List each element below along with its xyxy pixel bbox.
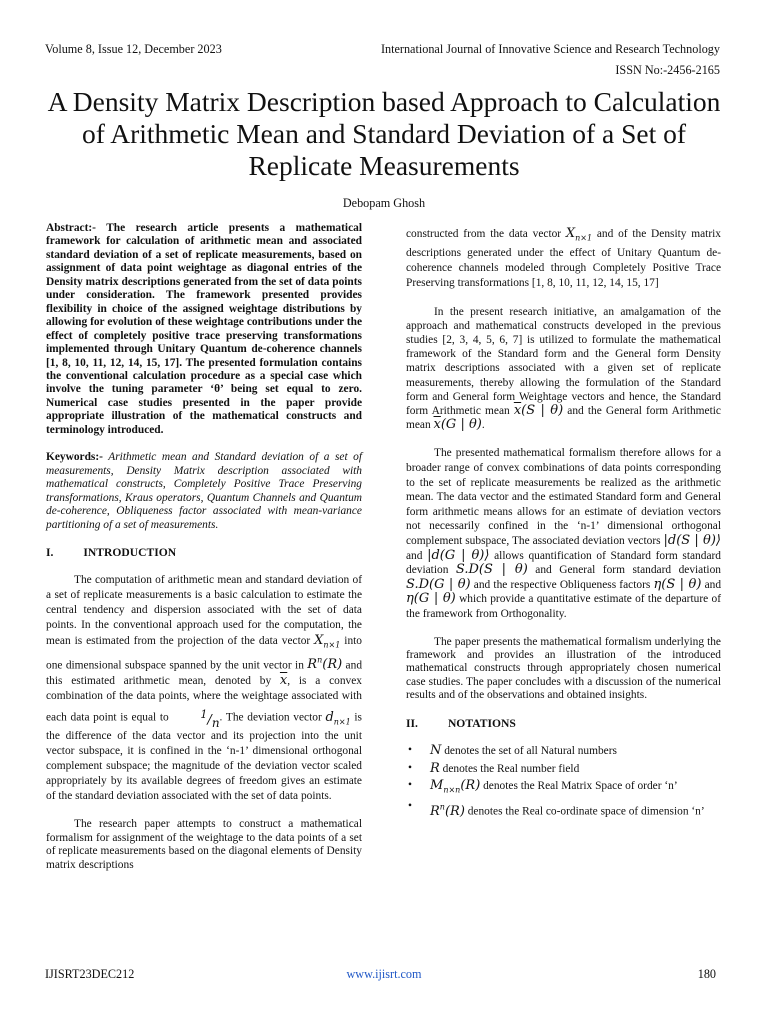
data-vector-symbol: $X_{n\times 1}$ [314,633,341,651]
one-over-n-fraction: $^1/_n$ [200,708,220,731]
right-paragraph-2: The presented mathematical formalism therefore allows for a broader range of convex combinations of data points corresponding to the set of replicate measurements be realized as the arithmetic mean. The data vector and the estimated Standard form and General form arithmetic means allows for an estimate of deviation vectors not necessarily confined in the ‘n-1’ dimensional orthogonal complement subspace, The associated deviation vectors |d(S | θ)⟩ and |d(G | θ)⟩ allows quantification of Standard form standard deviation S.D(S | θ) and General form standard deviation S.D(G | θ) and the respective Obliqueness factors η(S | θ) and η(G | θ) which provide a quantitative estimate of the departure of the framework from Orthogonality. [406,447,722,620]
xbar-symbol: $\overline{x}$ [279,673,288,689]
standard-form-mean-symbol: $\overline{x}(S$ | θ) [513,403,564,419]
general-sd-symbol: S.D(G | θ) [406,576,471,592]
paper-title: A Density Matrix Description based Approach to Calculation of Arithmetic Mean and Standard Deviation of a Set of Replicate Measurements [47,86,721,181]
page-number: 180 [697,967,716,981]
issn: ISSN No:-2456-2165 [615,63,720,77]
general-form-mean-symbol: $\overline{x}(G$ | θ) [433,417,482,433]
standard-deviation-vector-symbol: |d(S | θ)⟩ [663,532,721,548]
eta-g-symbol: η(G | θ) [406,591,456,607]
rn-symbol: $R^n(R)$ [307,656,343,673]
standard-sd-symbol: S.D(S | θ) [455,562,528,578]
abstract-text: The research article presents a mathematical framework for calculation of arithmetic mean and associated standard deviation of a set of replicate measurements, based on assignment of data point weightage as diagonal entries of the Density matrix descriptions generated from the set of data points under consideration. The framework presented provides flexibility in choice of the assigned weightage distributions by allowing for evolution of these weightage contributions under the effect of completely positive trace preserving transformations implemented through Unitary Quantum de-coherence channels [1, 8, 10, 11, 12, 14, 15, 17]. The presented formulation contains the conventional calculation procedure as a special case which involve the tuning parameter ‘θ’ being set equal to zero. Numerical case studies presented in the paper provide appropriate illustration of the mathematical constructs and terminology introduced. [46,222,362,436]
list-item: • $M_{n\times n}(R)$ denotes the Real Matrix Space of order ‘n’ [408,778,678,795]
right-paragraph-0: constructed from the data vector $X_{n\times 1}$ and of the Density matrix descriptions generated under the effect of Unitary Quantum de-coherence channels modeled through Completely Positive Trace Preserving transformations [1, 8, 10, 11, 12, 14, 15, 17] [406,226,721,289]
list-item: • $R^n(R)$ denotes the Real co-ordinate space of dimension ‘n’ [408,800,705,819]
website-link[interactable]: www.ijisrt.com [346,967,422,981]
journal-name: International Journal of Innovative Science and Research Technology [380,42,720,56]
right-column [406,226,721,822]
keywords-text: Arithmetic mean and Standard deviation of a set of measurements, Density Matrix description associated with mathematical constructs, Completely Positive Trace Preserving transformations, Kraus operators, Quantum Channels and Quantum de-coherence, Obliqueness factor associated with mean-variance partitioning of a set of measurements. [46,451,362,531]
keywords [46,451,362,532]
keywords-label: Keywords:- [46,451,103,464]
section-heading-notations: II. NOTATIONS [406,716,516,730]
abstract-label: Abstract:- [46,222,96,234]
abstract [46,222,362,437]
section-heading-introduction: I. INTRODUCTION [46,545,177,559]
intro-paragraph-2: The research paper attempts to construct a mathematical formalism for assignment of the weightage to the data points of a set of replicate measurements based on the diagonal elements of Density matrix descriptions [46,818,362,871]
right-paragraph-3: The paper presents the mathematical formalism underlying the framework and provides an illustration of the introduced mathematical constructs through appropriately chosen numerical case studies. The paper concludes with a discussion of the numerical results and of the observations and obtained insights. [406,635,721,702]
article-id: IJISRT23DEC212 [45,967,135,981]
author-name: Debopam Ghosh [342,196,426,210]
general-deviation-vector-symbol: |d(G | θ)⟩ [427,547,490,563]
intro-paragraph-1: The computation of arithmetic mean and standard deviation of a set of replicate measurements is a basic calculation to estimate the central tendency and dispersion associated with the set of data points. In the conventional approach used for the computation, the mean is estimated from the projection of the data vector $X_{n\times 1}$ into one dimensional subspace spanned by the unit vector in $R^n(R)$ and this estimated arithmetic mean, denoted by $\overline{x}$, is a convex combination of the data points, where the weightage associated with each data point is equal to $^1/_n$. The deviation vector $d_{n\times 1}$ is the difference of the data vector and its projection into the unit vector subspace, it is confined in the ‘n-1’ dimensional orthogonal complement subspace; the magnitude of the deviation vector scaled appropriately by its available degrees of freedom gives an estimate of the standard deviation associated with the set of data points. [46,574,363,803]
left-column [46,222,362,872]
deviation-vector-symbol: $d_{n\times 1}$ [325,709,351,727]
notations-list [406,744,721,819]
list-item: • N denotes the set of all Natural numbers [408,743,617,759]
list-item: • R denotes the Real number field [408,760,580,776]
data-vector-symbol: $X_{n\times 1}$ [565,226,593,243]
volume-issue: Volume 8, Issue 12, December 2023 [45,42,222,56]
right-paragraph-1: In the present research initiative, an amalgamation of the approach and mathematical constructs developed in the previous studies [2, 3, 4, 5, 6, 7] is utilized to formulate the mathematical framework of the Standard form and the General form Density matrix descriptions associated with a given set of replicate measurements, thereby allowing the formulation of the Standard form and General form Weightage vectors and hence, the Standard form Arithmetic mean $\overline{x}(S$ | θ) and the General form Arithmetic mean $\overline{x}(G$ | θ). [406,305,721,433]
eta-s-symbol: η(S | θ) [653,576,702,592]
